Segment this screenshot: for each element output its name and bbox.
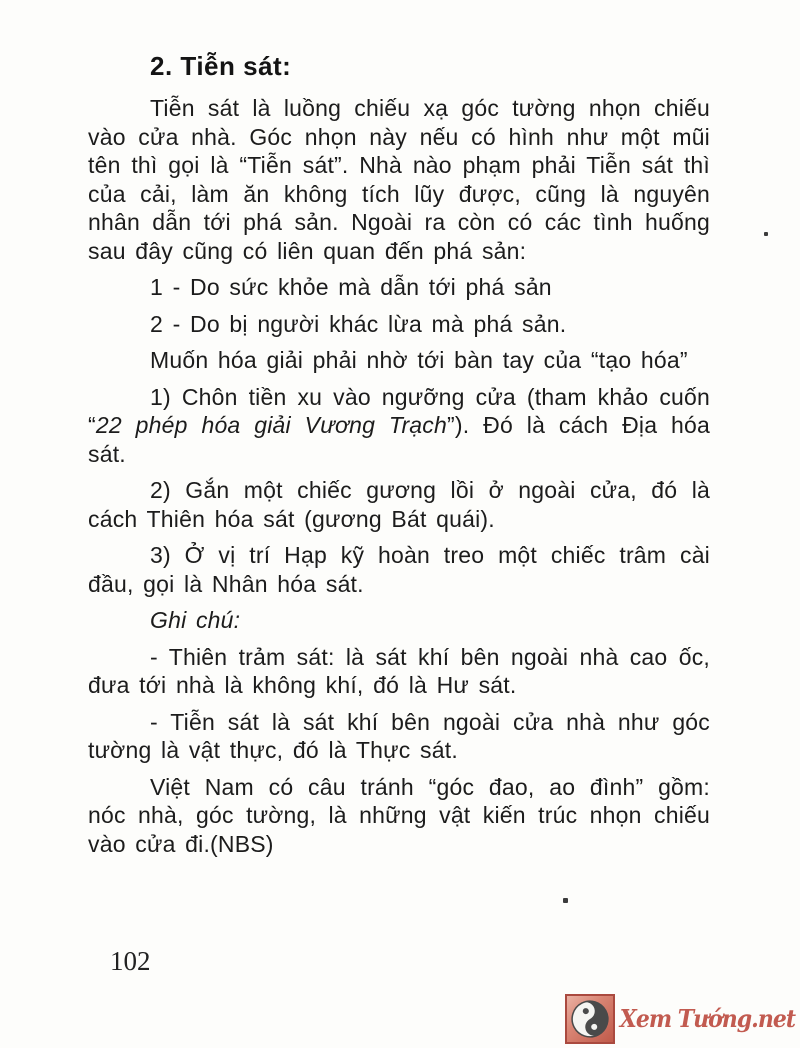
- note-label: Ghi chú:: [150, 607, 241, 633]
- section-heading: 2. Tiễn sát:: [150, 51, 292, 81]
- remedy-1-text-end: ”). Đó là cách Địa hóa sát.: [88, 412, 710, 467]
- note-item-1: - Thiên trảm sát: là sát khí bên ngoài nhà cao ốc, đưa tới nhà là không khí, đó là Hư sát.: [88, 643, 710, 698]
- paragraph-remedy-3: 3) Ở vị trí Hạp kỹ hoàn treo một chiếc trâm cài đầu, gọi là Nhân hóa sát.: [88, 542, 710, 597]
- paragraph-remedy-intro: Muốn hóa giải phải nhờ tới bàn tay của “tạo hóa”: [150, 347, 688, 373]
- page-number: 102: [110, 946, 151, 976]
- watermark-site-name: Xem Tướng.net: [619, 1004, 795, 1034]
- scan-speck: [563, 898, 568, 903]
- paragraph-closing: Việt Nam có câu tránh “góc đao, ao đình” gồm: nóc nhà, góc tường, là những vật kiến trúc nhọn chiếu vào cửa đi.(NBS): [88, 773, 710, 857]
- paragraph-remedy-1: [88, 383, 710, 469]
- yin-yang-icon: [565, 994, 615, 1044]
- text-block: [88, 50, 710, 858]
- list-item-1: 1 - Do sức khỏe mà dẫn tới phá sản: [150, 274, 552, 300]
- note-item-2: - Tiễn sát là sát khí bên ngoài cửa nhà như góc tường là vật thực, đó là Thực sát.: [88, 708, 710, 763]
- paragraph-remedy-2: 2) Gắn một chiếc gương lồi ở ngoài cửa, đó là cách Thiên hóa sát (gương Bát quái).: [88, 477, 710, 532]
- paragraph-intro: Tiễn sát là luồng chiếu xạ góc tường nhọn chiếu vào cửa nhà. Góc nhọn này nếu có hình như một mũi tên thì gọi là “Tiễn sát”. Nhà nào phạm phải Tiễn sát thì của cải, làm ăn không tích lũy được, cũng là nguyên nhân dẫn tới phá sản. Ngoài ra còn có các tình huống sau đây cũng có liên quan đến phá sản:: [88, 95, 710, 264]
- scan-speck: [764, 232, 768, 236]
- list-item-2: 2 - Do bị người khác lừa mà phá sản.: [150, 310, 567, 337]
- watermark-logo: [565, 994, 795, 1044]
- remedy-1-text: 1) Chôn tiền xu vào ngưỡng cửa (tham khảo cuốn “: [88, 383, 710, 438]
- book-title-reference: 22 phép hóa giải Vương Trạch: [95, 412, 447, 438]
